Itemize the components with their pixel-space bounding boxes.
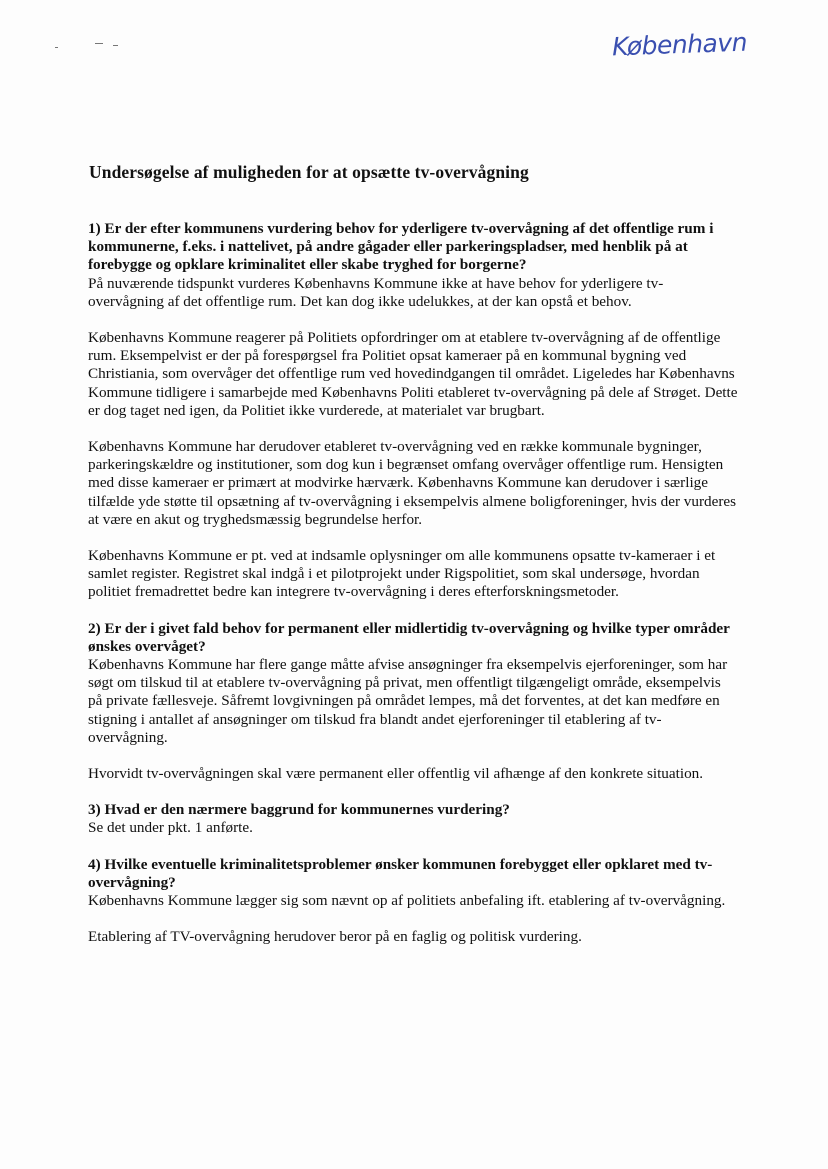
answer-paragraph: Se det under pkt. 1 anførte. [88, 819, 253, 837]
answer-paragraph: Etablering af TV-overvågning herudover beror på en faglig og politisk vurdering. [88, 928, 582, 946]
answer-paragraph: På nuværende tidspunkt vurderes Københavns Kommune ikke at have behov for yderligere tv-overvågning af det offentlige rum. Det kan dog ikke udelukkes, at der kan opstå et behov. [88, 274, 664, 310]
section-3 [88, 801, 738, 837]
section-4 [88, 856, 738, 911]
question-2: 2) Er der i givet fald behov for permanent eller midlertidig tv-overvågning og hvilke typer områder ønskes overvåget? [88, 619, 730, 655]
answer-paragraph: Hvorvidt tv-overvågningen skal være permanent eller offentlig vil afhænge af den konkrete situation. [88, 765, 704, 783]
document-body [88, 220, 738, 965]
handwritten-note: København [611, 27, 748, 62]
scan-artifact [95, 43, 103, 44]
section-2 [88, 620, 738, 747]
question-4: 4) Hvilke eventuelle kriminalitetsproblemer ønsker kommunen forebygget eller opklaret med tv-overvågning? [88, 855, 713, 891]
question-3: 3) Hvad er den nærmere baggrund for kommunernes vurdering? [88, 801, 510, 819]
answer-paragraph: Københavns Kommune er pt. ved at indsamle oplysninger om alle kommunens opsatte tv-kameraer i et samlet register. Registret skal indgå i et pilotprojekt under Rigspolitiet, som skal undersøge, hvordan politiet fremadrettet bedre kan integrere tv-overvågning i deres efterforskningsmetoder. [88, 547, 716, 601]
scan-artifact [55, 47, 58, 48]
answer-paragraph: Københavns Kommune har derudover etableret tv-overvågning ved en række kommunale bygninger, parkeringskældre og institutioner, som dog kun i begrænset omfang overvåger offentlige rum. Hensigten med disse kameraer er primært at modvirke hærværk. Københavns Kommune kan derudover i særlige tilfælde yde støtte til opsætning af tv-overvågning i eksempelvis almene boligforeninger, hvis der vurderes at være en akut og tryghedsmæssig begrundelse herfor. [88, 438, 737, 528]
answer-paragraph: Københavns Kommune lægger sig som nævnt op af politiets anbefaling ift. etablering af tv-overvågning. [88, 892, 726, 910]
scan-artifact [113, 45, 118, 46]
document-title: Undersøgelse af muligheden for at opsætte tv-overvågning [89, 162, 529, 182]
question-1: 1) Er der efter kommunens vurdering behov for yderligere tv-overvågning af det offentlige rum i kommunerne, f.eks. i nattelivet, på andre gågader eller parkeringspladser, med henblik på at forebygge og opklare kriminalitet eller skabe tryghed for borgerne? [88, 220, 714, 274]
section-1 [88, 220, 738, 311]
answer-paragraph: Københavns Kommune har flere gange måtte afvise ansøgninger fra eksempelvis ejerforeninger, som har søgt om tilskud til at etablere tv-overvågning på privat, men offentligt tilgængeligt område, eksempelvis på private fællesveje. Såfremt lovgivningen på området lempes, må det forventes, at det kan medføre en stigning i antallet af ansøgninger om tilskud fra blandt andet ejerforeninger til etablering af tv-overvågning. [88, 656, 728, 746]
answer-paragraph: Københavns Kommune reagerer på Politiets opfordringer om at etablere tv-overvågning af de offentlige rum. Eksempelvist er der på forespørgsel fra Politiet opsat kameraer på en kommunal bygning ved Christiania, som overvåger det offentlige rum ved hovedindgangen til området. Ligeledes har Københavns Kommune tidligere i samarbejde med Københavns Politi etableret tv-overvågning på dele af Strøget. Dette er dog taget ned igen, da Politiet ikke vurderede, at materialet var brugbart. [88, 329, 738, 419]
